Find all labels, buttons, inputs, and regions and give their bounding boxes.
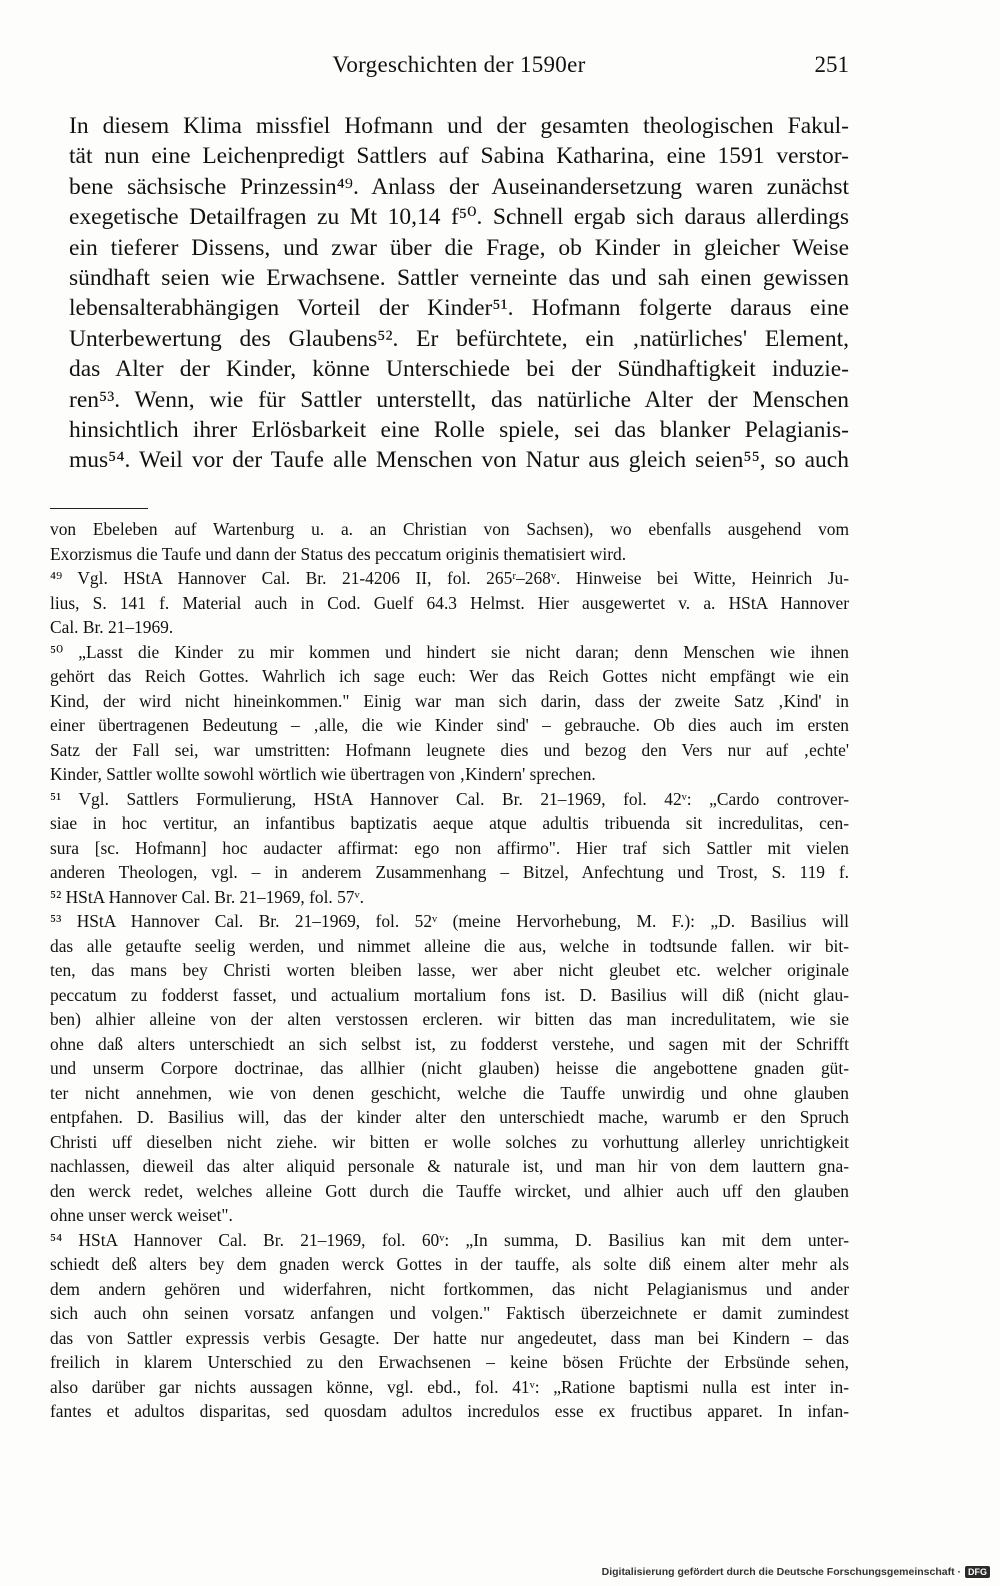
- footnote-line: ⁵¹ Vgl. Sattlers Formulierung, HStA Hannover Cal. Br. 21–1969, fol. 42ᵛ: „Cardo controver-: [50, 788, 849, 809]
- footnote-line: das alle getaufte seelig werden, und nimmet alleine die aus, welche in todtsunde fallen. wir bit-: [50, 935, 849, 956]
- body-line: In diesem Klima missfiel Hofmann und der gesamten theologischen Fakul-: [69, 113, 849, 139]
- footnote-line: ben) alhier alleine von der alten verstossen ercleren. wir bitten das man incredulitatem, wie sie: [50, 1009, 849, 1029]
- footnote-line: sich auch ohn seinen vorsatz anfangen und volgen." Faktisch überzeichnete er damit zumindest: [50, 1303, 849, 1323]
- footnote-line: entpfahen. D. Basilius will, das der kinder alter den unterschiedt mache, warumb er den Spruch: [50, 1107, 849, 1127]
- footnote-line: Cal. Br. 21–1969.: [50, 617, 174, 637]
- digitization-credit: [602, 1564, 990, 1580]
- footnote-line: dem andern gehören und widerfahren, nicht fortkommen, das nicht Pelagianismus und ander: [50, 1278, 849, 1299]
- footnote-line: freilich in klarem Unterschied zu den Erwachsenen – keine bösen Früchte der Erbsünde sehen,: [50, 1352, 849, 1372]
- footnote-line: das von Sattler expressis verbis Gesagte. Der hatte nur angedeutet, dass man bei Kindern – das: [50, 1327, 849, 1348]
- footnote-line: ten, das mans bey Christi worten bleiben lasse, wer aber nicht gleubet etc. welcher originale: [50, 960, 849, 980]
- body-line: bene sächsische Prinzessin⁴⁹. Anlass der Auseinandersetzung waren zunächst: [69, 173, 849, 200]
- footnote-line: ⁵⁰ „Lasst die Kinder zu mir kommen und hindert sie nicht daran; denn Menschen wie ihnen: [50, 641, 849, 662]
- footnote-line: peccatum zu fodderst fasset, und actualium mortalium fons ist. D. Basilius will diß (nicht glau-: [50, 984, 849, 1005]
- footnote-line: Kinder, Sattler wollte sowohl wörtlich wie übertragen von ‚Kindern' sprechen.: [50, 764, 596, 784]
- footnote-line: sura [sc. Hofmann] hoc audacter affirmat: ego non affirmo". Hier traf sich Sattler mit vielen: [50, 837, 849, 858]
- footnote-line: also darüber gar nichts aussagen könne, vgl. ebd., fol. 41ᵛ: „Ratione baptismi nulla est inter in-: [50, 1376, 849, 1397]
- body-text: [69, 111, 849, 476]
- footnote-line: ⁵⁴ HStA Hannover Cal. Br. 21–1969, fol. 60ᵛ: „In summa, D. Basilius kan mit dem unter-: [50, 1229, 849, 1250]
- body-line: das Alter der Kinder, könne Unterschiede bei der Sündhaftigkeit induzie-: [69, 356, 849, 383]
- footnote-line: ⁵² HStA Hannover Cal. Br. 21–1969, fol. 57ᵛ.: [50, 886, 364, 907]
- footnote-line: nachlassen, dieweil das alter aliquid personale & naturale ist, und man hir von dem lauttern gna-: [50, 1156, 849, 1176]
- footnote-separator: [50, 508, 148, 509]
- footnote-line: einer übertragenen Bedeutung – ‚alle, die wie Kinder sind' – gebrauche. Ob dies auch im ersten: [50, 715, 849, 735]
- body-line: ein tieferer Dissens, und zwar über die Frage, ob Kinder in gleicher Weise: [69, 234, 849, 261]
- footnote-line: siae in hoc vertitur, an infantibus baptizatis aeque atque adultis tribuenda sit incredulitas, cen-: [50, 813, 849, 833]
- footnote-line: ⁴⁹ Vgl. HStA Hannover Cal. Br. 21-4206 II, fol. 265ʳ–268ᵛ. Hinweise bei Witte, Heinrich Ju-: [50, 568, 849, 588]
- body-line: sündhaft seien wie Erwachsene. Sattler verneinte das und sah einen gewissen: [69, 265, 849, 292]
- running-head: [69, 52, 849, 82]
- body-line: tät nun eine Leichenpredigt Sattlers auf Sabina Katharina, eine 1591 verstor-: [69, 143, 849, 170]
- dfg-logo: DFG: [965, 1566, 990, 1578]
- body-line: hinsichtlich ihrer Erlösbarkeit eine Rolle spiele, sei das blanker Pelagianis-: [69, 417, 849, 444]
- body-line: Unterbewertung des Glaubens⁵². Er befürchtete, ein ‚natürliches' Element,: [69, 325, 849, 352]
- footnote-line: Exorzismus die Taufe und dann der Status des peccatum originis thematisiert wird.: [50, 543, 627, 564]
- footnote-line: ohne daß alters unterschiedt an sich selbst ist, zu fodderst verstehe, und sagen mit der Schrifft: [50, 1033, 849, 1054]
- footnote-line: Satz der Fall sei, war umstritten: Hofmann leugnete dies und bezog den Vers nur auf ‚echte': [50, 739, 849, 760]
- body-line: mus⁵⁴. Weil vor der Taufe alle Menschen von Natur aus gleich seien⁵⁵, so auch: [69, 447, 849, 474]
- footnotes: [50, 517, 849, 1424]
- footnote-line: lius, S. 141 f. Material auch in Cod. Guelf 64.3 Helmst. Hier ausgewertet v. a. HStA Hannover: [50, 592, 849, 613]
- footnote-line: schiedt deß alters bey dem gnaden werck Gottes in der tauffe, als solte diß einem alter mehr als: [50, 1254, 849, 1274]
- footnote-line: ter nicht annehmen, wie von denen geschicht, welche die Tauffe unwirdig und ohne glauben: [50, 1082, 849, 1103]
- body-line: exegetische Detailfragen zu Mt 10,14 f⁵⁰. Schnell ergab sich daraus allerdings: [69, 204, 849, 231]
- footnote-line: den werck redet, welches alleine Gott durch die Tauffe wircket, und alhier auch uff den glauben: [50, 1180, 849, 1201]
- body-line: lebensalterabhängigen Vorteil der Kinder⁵¹. Hofmann folgerte daraus eine: [69, 295, 849, 322]
- footnote-line: Kind, der wird nicht hineinkommen." Einig war man sich darin, dass der zweite Satz ‚Kind' in: [50, 690, 849, 711]
- running-title: Vorgeschichten der 1590er: [332, 52, 586, 77]
- body-line: ren⁵³. Wenn, wie für Sattler unterstellt, das natürliche Alter der Menschen: [69, 386, 849, 413]
- footnote-line: von Ebeleben auf Wartenburg u. a. an Christian von Sachsen), wo ebenfalls ausgehend vom: [50, 519, 849, 539]
- footnote-line: ohne unser werck weiset".: [50, 1205, 233, 1225]
- footnote-line: anderen Theologen, vgl. – in anderem Zusammenhang – Bitzel, Anfechtung und Trost, S. 119 f.: [50, 862, 849, 882]
- footnote-line: Christi uff dieselben nicht ziehe. wir bitten er wolle solches zu vorhuttung allerley unrichtigkeit: [50, 1131, 849, 1152]
- credit-text: Digitalisierung gefördert durch die Deutsche Forschungsgemeinschaft ·: [601, 1566, 961, 1578]
- footnote-line: gehört das Reich Gottes. Wahrlich ich sage euch: Wer das Reich Gottes nicht empfängt wie ein: [50, 666, 849, 686]
- page-number: 251: [814, 52, 849, 77]
- footnote-line: und unserm Corpore doctrinae, das allhier (nicht glauben) heisse die angebottene gnaden güt-: [50, 1058, 849, 1078]
- footnote-line: ⁵³ HStA Hannover Cal. Br. 21–1969, fol. 52ᵛ (meine Hervorhebung, M. F.): „D. Basilius will: [50, 911, 849, 931]
- footnote-line: fantes et adultos disparitas, sed quosdam adultos incredulos esse ex fructibus apparet. In infan-: [50, 1401, 849, 1421]
